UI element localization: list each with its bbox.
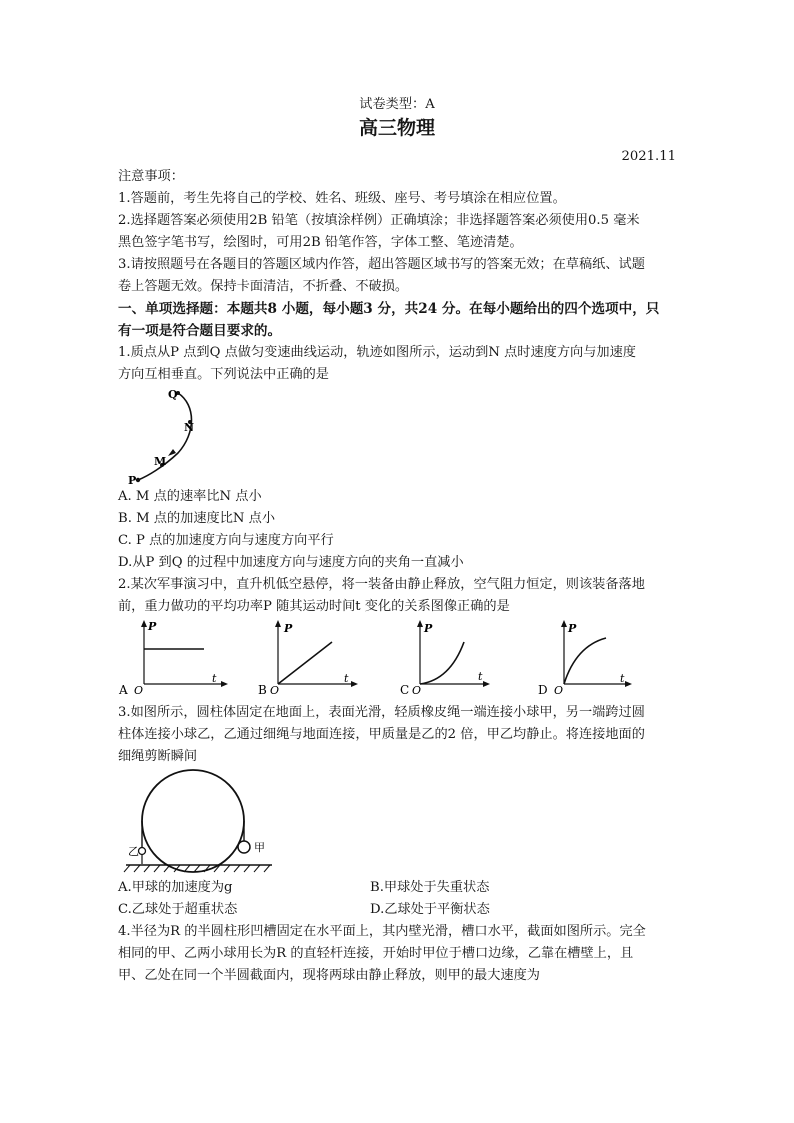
q2-graph-b bbox=[258, 618, 378, 698]
section-heading-line-2: 有一项是符合题目要求的。 bbox=[118, 323, 282, 339]
q3-option-d: D.乙球处于平衡状态 bbox=[370, 902, 490, 917]
q2-d-origin: O bbox=[554, 684, 564, 697]
q2-b-origin: O bbox=[270, 684, 280, 697]
q3-label-left: 乙 bbox=[128, 845, 139, 858]
q1-label-n: N bbox=[184, 421, 195, 434]
q2-c-y-label: P bbox=[424, 622, 433, 635]
q2-a-origin: O bbox=[134, 684, 144, 697]
q3-cylinder-figure bbox=[118, 768, 278, 874]
q1-stem-line-2: 方向互相垂直。下列说法中正确的是 bbox=[118, 367, 329, 382]
q1-stem-line-1: 1.质点从P 点到Q 点做匀变速曲线运动，轨迹如图所示，运动到N 点时速度方向与加速度 bbox=[118, 345, 636, 360]
q2-c-letter: C bbox=[400, 683, 410, 697]
q1-option-c: C. P 点的加速度方向与速度方向平行 bbox=[118, 533, 334, 548]
q2-stem-line-1: 2.某次军事演习中，直升机低空悬停，将一装备由静止释放，空气阻力恒定，则该装备落地 bbox=[118, 577, 645, 592]
notes-line-2: 2.选择题答案必须使用2B 铅笔（按填涂样例）正确填涂；非选择题答案必须使用0.5 毫米 bbox=[118, 213, 640, 228]
page-title: 高三物理 bbox=[358, 117, 435, 139]
q1-option-a: A. M 点的速率比N 点小 bbox=[118, 489, 262, 504]
q2-graph-d bbox=[536, 618, 646, 698]
notes-line-1: 1.答题前，考生先将自己的学校、姓名、班级、座号、考号填涂在相应位置。 bbox=[118, 191, 566, 206]
q2-d-x-label: t bbox=[620, 672, 625, 685]
notes-line-4: 3.请按照题号在各题目的答题区域内作答，超出答题区域书写的答案无效；在草稿纸、试题 bbox=[118, 257, 645, 272]
q2-c-x-label: t bbox=[478, 670, 483, 683]
q3-option-b: B.甲球处于失重状态 bbox=[370, 880, 490, 895]
q3-stem-line-1: 3.如图所示，圆柱体固定在地面上，表面光滑，轻质橡皮绳一端连接小球甲，另一端跨过圆 bbox=[118, 705, 645, 720]
section-heading-line-1: 一、单项选择题：本题共8 小题，每小题3 分，共24 分。在每小题给出的四个选项中，只 bbox=[118, 301, 660, 317]
q2-a-y-label: P bbox=[148, 620, 157, 633]
notes-line-3: 黑色签字笔书写，绘图时，可用2B 铅笔作答，字体工整、笔迹清楚。 bbox=[118, 235, 523, 250]
q1-label-p: P bbox=[128, 474, 137, 487]
q2-c-origin: O bbox=[412, 684, 422, 697]
q1-option-d: D.从P 到Q 的过程中加速度方向与速度方向的夹角一直减小 bbox=[118, 555, 464, 570]
q2-b-y-label: P bbox=[284, 622, 293, 635]
q3-stem-line-2: 柱体连接小球乙，乙通过细绳与地面连接，甲质量是乙的2 倍，甲乙均静止。将连接地面的 bbox=[118, 727, 645, 742]
q4-stem-line-2: 相同的甲、乙两小球用长为R 的直轻杆连接，开始时甲位于槽口边缘，乙靠在槽壁上，且 bbox=[118, 946, 634, 961]
notes-heading: 注意事项： bbox=[118, 169, 184, 184]
q2-d-y-label: P bbox=[568, 622, 577, 635]
q3-stem-line-3: 细绳剪断瞬间 bbox=[118, 749, 198, 764]
q3-label-right: 甲 bbox=[254, 841, 265, 854]
q2-graph-a bbox=[118, 618, 238, 698]
q3-option-a: A.甲球的加速度为g bbox=[118, 880, 233, 895]
paper-type: 试卷类型：A bbox=[359, 97, 435, 112]
q2-graph-c bbox=[398, 618, 508, 698]
q3-option-c: C.乙球处于超重状态 bbox=[118, 902, 238, 917]
q1-label-m: M bbox=[154, 455, 167, 468]
q4-stem-line-1: 4.半径为R 的半圆柱形凹槽固定在水平面上，其内壁光滑，槽口水平，截面如图所示。完全 bbox=[118, 924, 646, 939]
exam-date: 2021.11 bbox=[621, 149, 676, 164]
q4-stem-line-3: 甲、乙处在同一个半圆截面内，现将两球由静止释放，则甲的最大速度为 bbox=[118, 968, 540, 983]
q2-a-letter: A bbox=[119, 683, 128, 697]
q2-d-letter: D bbox=[538, 683, 548, 697]
q2-a-x-label: t bbox=[212, 672, 217, 685]
notes-line-5: 卷上答题无效。保持卡面清洁，不折叠、不破损。 bbox=[118, 279, 409, 294]
q2-b-x-label: t bbox=[344, 672, 349, 685]
q2-stem-line-2: 前，重力做功的平均功率P 随其运动时间t 变化的关系图像正确的是 bbox=[118, 599, 510, 614]
q1-label-q: Q bbox=[168, 388, 178, 401]
q1-trajectory-figure bbox=[118, 383, 228, 487]
q2-b-letter: B bbox=[258, 683, 267, 697]
q1-option-b: B. M 点的加速度比N 点小 bbox=[118, 511, 276, 526]
